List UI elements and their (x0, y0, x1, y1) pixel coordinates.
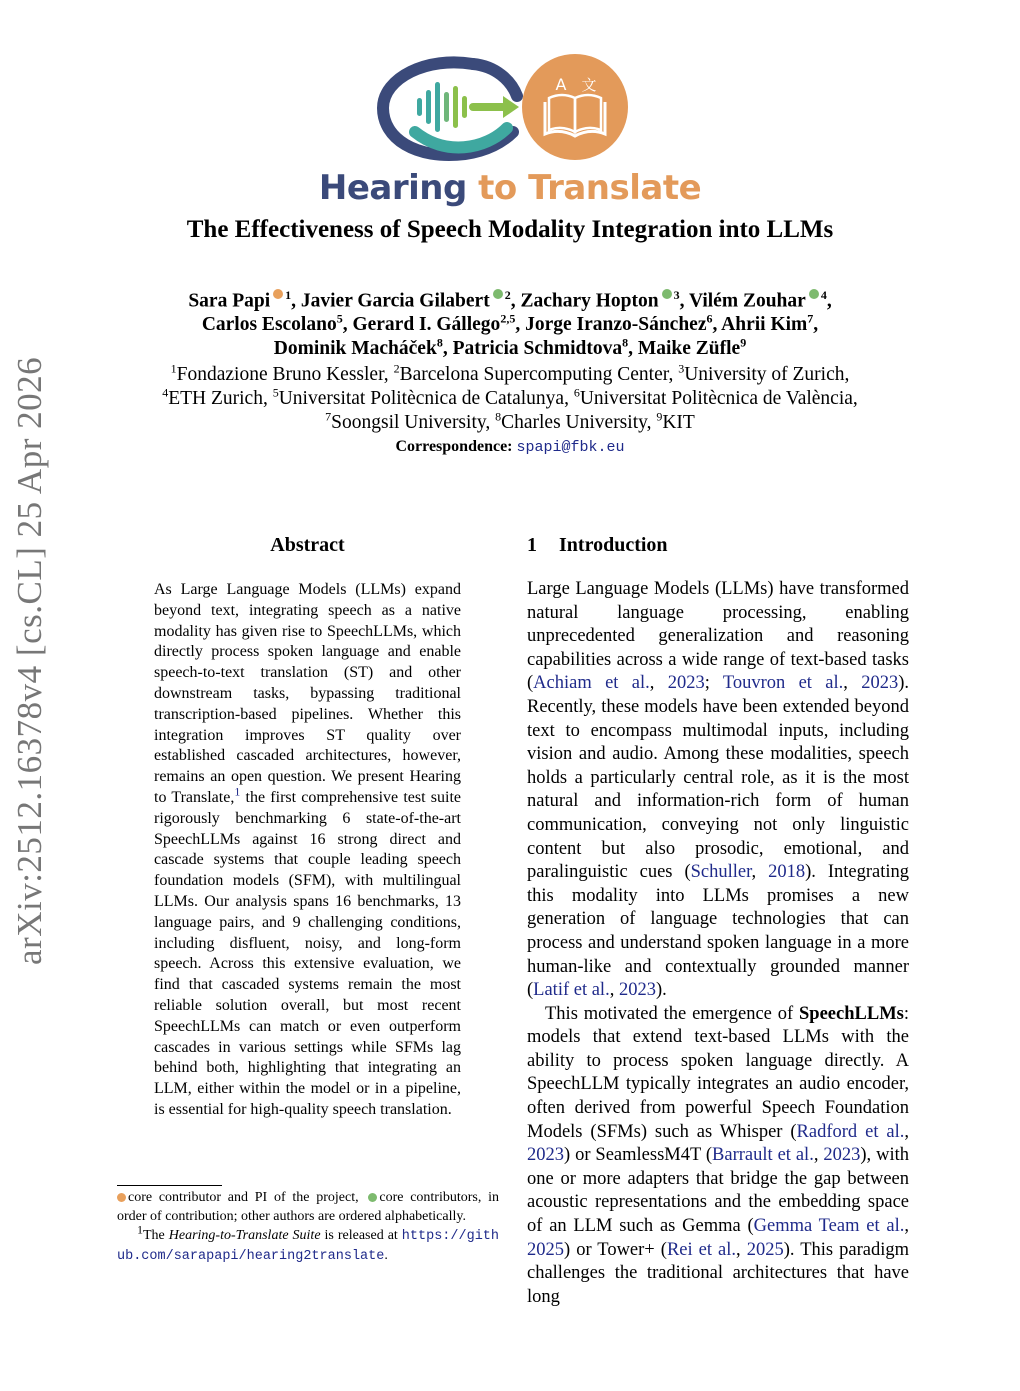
affiliation: Soongsil University, (331, 412, 496, 433)
affil-mark: 6 (706, 311, 713, 326)
body-text: ) or Tower+ ( (564, 1239, 667, 1260)
body-text: ), with one or more adapters that bridge the gap between acoustic representations and the embedding space of an LLM such as Gemma ( (527, 1145, 909, 1237)
body-text: : models that extend text-based LLMs with the ability to process spoken language directly. A SpeechLLM typically integrates an audio encoder, often derived from powerful Speech Foundation Models (SFMs) such as Whisper ( (527, 1003, 909, 1142)
separator: , (826, 290, 832, 312)
affiliation: Barcelona Supercomputing Center, (399, 364, 679, 385)
citation-link[interactable]: Latif et al. (533, 980, 610, 1001)
abstract-heading: Abstract (270, 534, 345, 556)
affil-mark: 2 (504, 288, 511, 302)
book-glyph-cjk: 文 (581, 76, 597, 94)
core-contributor-pi-dot-icon (117, 1193, 126, 1202)
body-text: ). Integrating this modality into LLMs promises a new generation of language technologies that can process and understand spoken language in a more human-like and contextually grounded manner ( (527, 862, 909, 1001)
affil-mark: 8 (495, 409, 502, 424)
body-text: ). Recently, these models have been extended beyond text to encompass multimodal inputs, including vision and audio. Among these modalities, speech holds a particularly central role, as it is the most natural and information-rich form of human communication, conveying not only linguistic content but also prosodic, emotional, and paralinguistic cues ( (527, 673, 910, 883)
citation-link[interactable]: Achiam et al. (533, 673, 650, 694)
section-heading-introduction (527, 534, 909, 557)
author: Dominik Macháček (273, 338, 437, 359)
github-repo-link[interactable]: https://github.com/sarapapi/hearing2translate (117, 1229, 500, 1264)
footnote-divider (117, 1185, 222, 1186)
term-speechllms: SpeechLLMs (799, 1003, 904, 1024)
citation-link[interactable]: Gemma Team et al. (753, 1216, 905, 1237)
author: , Ahrii Kim (712, 314, 808, 335)
intro-paragraph-2: This motivated the emergence of SpeechLLMs: models that extend text-based LLMs with the ability to process spoken language directly. A SpeechLLM typically integrates an audio encoder, often derived from powerful Speech Foundation Models (SFMs) such as Whisper (Radford et al., 2023) or SeamlessM4T (Barrault et al., 2023), with one or more adapters that bridge the gap between acoustic representations and the embedding space of an LLM such as Gemma (Gemma Team et al., 2025) or Tower+ (Rei et al., 2025). This paradigm challenges the traditional architectures that have long (527, 1003, 909, 1307)
affil-mark: 9 (740, 335, 747, 350)
affiliations-line-1 (60, 362, 960, 387)
affil-mark: 2 (393, 361, 400, 376)
author: Sara Papi (188, 290, 271, 312)
core-contributor-dot-icon (368, 1193, 377, 1202)
correspondence-label: Correspondence: (395, 438, 513, 455)
affil-mark: 7 (325, 409, 332, 424)
core-contributor-dot-icon (809, 289, 819, 299)
abstract-body (154, 580, 461, 1121)
affiliation: Fondazione Bruno Kessler, (176, 364, 394, 385)
author: , Jorge Iranzo-Sánchez (515, 314, 707, 335)
body-text: ) or SeamlessM4T ( (564, 1145, 713, 1166)
affiliations-line-2 (60, 386, 960, 411)
citation-link[interactable]: 2023 (618, 980, 656, 1001)
affil-mark: 6 (573, 385, 580, 400)
affil-mark: 5 (336, 311, 343, 326)
separator: , (813, 314, 819, 335)
body-text: ). This paradigm challenges the traditional architectures that have long (527, 1239, 909, 1307)
brand-word-hearing: Hearing (318, 168, 467, 208)
brand-word-translate: Translate (528, 168, 702, 208)
core-contributor-pi-dot-icon (273, 289, 283, 299)
hearing-to-translate-logo (375, 50, 675, 165)
author: , Javier Garcia Gilabert (291, 290, 490, 312)
citation-link[interactable]: 2023 (527, 1145, 564, 1166)
author: , Patricia Schmidtova (442, 338, 623, 359)
brand-word-to: to (478, 168, 517, 208)
affil-mark: 3 (673, 288, 680, 302)
abstract-text: the first comprehensive test suite rigorously benchmarking 6 state-of-the-art SpeechLLMs against 16 strong direct and cascade systems that couple leading speech foundation models (SFM), with multilingual LLMs. Our analysis spans 16 benchmarks, 13 language pairs, and 9 challenging conditions, including disfluent, noisy, and long-form speech. Across this extensive evaluation, we find that cascaded systems remain the most reliable solution overall, but most recent SpeechLLMs can match or even outperform cascades in various settings while SFMs lag behind both, highlighting that integrating an LLM, either within the model or in a pipeline, is essential for high-quality speech translation. (154, 788, 461, 1118)
affil-mark: 2,5 (500, 311, 516, 326)
affiliation: Universitat Politècnica de València, (579, 388, 858, 409)
authors-line-2 (80, 313, 940, 337)
affiliation: KIT (662, 412, 695, 433)
footnote-text: core contributor and PI of the project, (128, 1190, 366, 1205)
book-glyph-latin: A (555, 75, 567, 94)
affil-mark: 1 (285, 288, 292, 302)
author: , Zachary Hopton (510, 290, 659, 312)
affil-mark: 8 (622, 335, 629, 350)
citation-link[interactable]: 2023 (823, 1145, 861, 1166)
affiliation: ETH Zurich, (168, 388, 273, 409)
body-text: This motivated the emergence of (545, 1003, 800, 1024)
citation-link[interactable]: 2023 (667, 673, 705, 694)
affil-mark: 5 (272, 385, 279, 400)
affiliation: University of Zurich, (684, 364, 850, 385)
footnote-ref-link[interactable]: 1 (234, 784, 241, 799)
paper-title: The Effectiveness of Speech Modality Integration into LLMs (186, 216, 834, 243)
footnote-text: is released at (320, 1228, 402, 1243)
open-book-translate-icon (522, 54, 628, 160)
body-text: ). (655, 980, 667, 1001)
citation-link[interactable]: Schuller (690, 862, 752, 883)
authors-line-3 (80, 337, 940, 361)
author: Carlos Escolano (201, 314, 337, 335)
speech-waveform-arrow-icon (383, 62, 519, 155)
affil-mark: 9 (656, 409, 663, 424)
footnotes (117, 1188, 499, 1266)
affiliation: Charles University, (501, 412, 657, 433)
footnote-text: core contributors, in order of contribution; other authors are ordered alphabetically. (117, 1190, 499, 1224)
citation-link[interactable]: Rei et al. (666, 1239, 737, 1260)
arxiv-stamp: arXiv:2512.16378v4 [cs.CL] 25 Apr 2026 (10, 356, 49, 965)
citation-link[interactable]: 2018 (768, 862, 806, 883)
affiliations-line-3 (60, 410, 960, 435)
citation-link[interactable]: Barrault et al. (712, 1145, 814, 1166)
affil-mark: 1 (170, 361, 177, 376)
citation-link[interactable]: 2025 (746, 1239, 784, 1260)
author: , Gerard I. Gállego (342, 314, 501, 335)
author: , Vilém Zouhar (679, 290, 806, 312)
affil-mark: 7 (807, 311, 814, 326)
suite-name: Hearing-to-Translate Suite (168, 1228, 321, 1243)
author: , Maike Züfle (628, 338, 741, 359)
citation-link[interactable]: Radford et al. (796, 1121, 905, 1142)
section-number: 1 (527, 534, 537, 556)
abstract-text: As Large Language Models (LLMs) expand beyond text, integrating speech as a native modality has given rise to SpeechLLMs, which directly process spoken language and enable speech-to-text translation (ST) and other downstream tasks, bypassing traditional transcription-based pipelines. Whether this integration improves ST quality over established cascaded architectures, however, remains an open question. We present Hearing to Translate, (154, 581, 461, 806)
correspondence (60, 438, 960, 456)
affiliation: Universitat Politècnica de Catalunya, (278, 388, 574, 409)
citation-link[interactable]: 2025 (527, 1239, 564, 1260)
citation-link[interactable]: Touvron et al. (722, 673, 844, 694)
section-title: Introduction (559, 534, 668, 556)
footnote-text: . (384, 1248, 388, 1263)
authors-line-1 (80, 289, 940, 314)
introduction-body (527, 578, 909, 1309)
brand-wordmark (300, 168, 720, 208)
footnote-text: The (143, 1228, 169, 1243)
core-contributor-dot-icon (662, 289, 672, 299)
affil-mark: 8 (436, 335, 443, 350)
affil-mark: 3 (678, 361, 685, 376)
citation-link[interactable]: 2023 (861, 673, 899, 694)
intro-paragraph-1: Large Language Models (LLMs) have transformed natural language processing, enabling unprecedented generalization and reasoning capabilities across a wide range of text-based tasks (Achiam et al., 2023; Touvron et al., 2023). Recently, these models have been extended beyond text to encompass multimodal inputs, including vision and audio. Among these modalities, speech holds a particularly central role, as it is the most natural and information-rich form of human communication, conveying not only linguistic content but also prosodic, emotional, and paralinguistic cues (Schuller, 2018). Integrating this modality into LLMs promises a new generation of language technologies that can process and understand spoken language in a more human-like and contextually grounded manner (Latif et al., 2023). (527, 579, 910, 1001)
body-text: Large Language Models (LLMs) have transformed natural language processing, enabling unprecedented generalization and reasoning capabilities across a wide range of text-based tasks ( (527, 579, 909, 694)
core-contributor-dot-icon (493, 289, 503, 299)
correspondence-email-link[interactable]: spapi@fbk.eu (516, 439, 625, 456)
affil-mark: 4 (162, 385, 169, 400)
affil-mark: 4 (820, 288, 827, 302)
footnote-mark: 1 (137, 1222, 143, 1237)
